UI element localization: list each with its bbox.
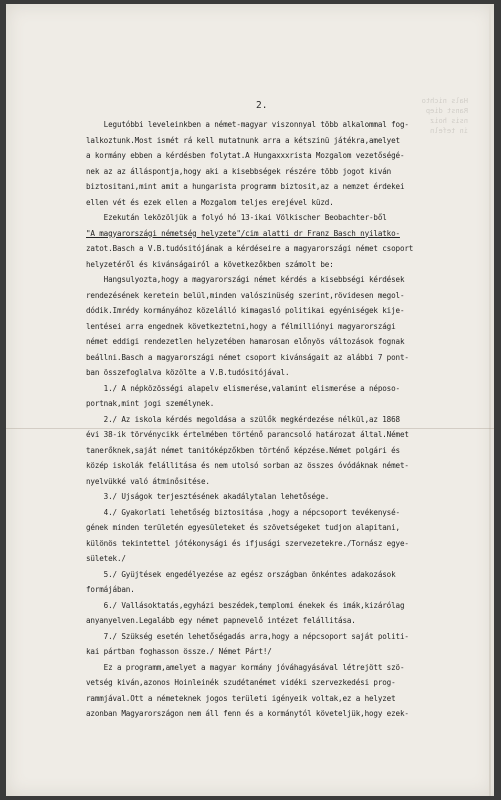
- text-line: sületek./: [86, 554, 126, 563]
- text-line: 1./ A népközösségi alapelv elismerése,valamint elismerése a néposo-: [86, 383, 400, 393]
- text-line: nyelvükké való átminősitése.: [86, 476, 210, 486]
- text-line: rendezésének keretein belül,minden valószinüség szerint,rövidesen megol-: [86, 290, 405, 300]
- text-line: Ezekután leközöljük a folyó hó 13-ikai Völkischer Beobachter-ből: [86, 213, 387, 222]
- text-line: Legutóbbi leveleinkben a német-magyar viszonnyal több alkalommal fog-: [86, 120, 409, 129]
- text-line: beállni.Basch a magyarországi német csoport kivánságait az alábbi 7 pont-: [86, 352, 409, 362]
- text-line: német eddigi rendezetlen helyzetében hamarosan előnyös változások fognak: [86, 337, 405, 346]
- text-line: nek az az álláspontja,hogy aki a kisebbségek részére több jogot kiván: [86, 166, 392, 176]
- document-body: [86, 117, 478, 722]
- text-line: zatot.Basch a V.B.tudósitójának a kérdéseire a magyarországi német csoport: [86, 244, 414, 253]
- text-line: 5./ Gyüjtések engedélyezése az egész országban önkéntes adakozások: [86, 569, 396, 579]
- text-line: ban összefoglalva közölte a V.B.tudósitójával.: [86, 368, 290, 377]
- text-line: 3./ Ujságok terjesztésének akadálytalan lehetősége.: [86, 492, 330, 501]
- text-line: anyanyelven.Legalább egy német papnevelő intézet felállitása.: [86, 616, 356, 625]
- text-line: ellen vét és ezek ellen a Mozgalom teljes erejével küzd.: [86, 197, 334, 207]
- text-line: formájában.: [86, 585, 135, 594]
- text-line: kai pártban foghasson össze./ Német Párt!/: [86, 647, 272, 656]
- text-line: közép iskolák felállitása és nem utolsó sorban az összes óvódáknak német-: [86, 461, 409, 470]
- text-line: dódik.Imrédy kormányához közelálló kimagasló politikai egyéniségek kije-: [86, 306, 405, 315]
- text-line: Hangsulyozta,hogy a magyarországi német kérdés a kisebbségi kérdések: [86, 275, 405, 284]
- text-line: vetség kiván,azonos Hoinleinék szudétanémet vidéki szervezkedési prog-: [86, 678, 396, 687]
- text-line: portnak,mint jogi személynek.: [86, 399, 215, 408]
- text-line: évi 38-ik törvénycikk értelmében történő parancsoló határozat által.Német: [86, 430, 409, 439]
- text-line: a kormány ebben a kérdésben folytat.A Hungaxxxrista Mozgalom vezetőségé-: [86, 151, 405, 160]
- text-line: helyzetéről és kivánságairól a következőkben számolt be:: [86, 259, 334, 269]
- text-line: 6./ Vallásoktatás,egyházi beszédek,templomi énekek és imák,kizárólag: [86, 600, 405, 610]
- text-line: "A magyarországi németség helyzete"/cim alatti dr Franz Basch nyilatko-: [86, 228, 400, 238]
- text-line: 4./ Gyakorlati lehetőség biztositása ,hogy a népcsoport tevékenysé-: [86, 507, 400, 517]
- bleed-through-text: Hals nichto Ranst diep nsis hoiz in tefeln: [421, 97, 468, 135]
- page-edge: [489, 4, 491, 796]
- document-page: [6, 4, 494, 796]
- page-number: 2.: [256, 100, 268, 111]
- text-line: 2./ Az iskola kérdés megoldása a szülők megkérdezése nélkül,az 1868: [86, 414, 400, 424]
- text-line: különös tekintettel jótékonysági és ifjusági szervezetekre./Tornász egye-: [86, 538, 409, 548]
- text-line: gének minden területén egyesületeket és szövetségeket tudjon alapitani,: [86, 523, 400, 532]
- text-line: rammjával.Ott a németeknek jogos területi igényeik voltak,ez a helyzet: [86, 693, 396, 703]
- text-line: Ez a programm,amelyet a magyar kormány jóváhagyásával létrejött szö-: [86, 662, 405, 672]
- text-line: lentései arra engednek következtetni,hogy a félmilliónyi magyarországi: [86, 321, 396, 331]
- text-line: azonban Magyarországon nem áll fenn és a kormánytól követeljük,hogy ezek-: [86, 709, 409, 718]
- text-line: 7./ Szükség esetén lehetőségadás arra,hogy a népcsoport saját politi-: [86, 631, 409, 641]
- text-line: lalkoztunk.Most ismét rá kell mutatnunk arra a kétszinü játékra,amelyet: [86, 135, 400, 145]
- text-line: biztositani,mint amit a hungarista programm biztosit,az a nemzet érdekei: [86, 182, 405, 191]
- text-line: tanerőknek,saját német tanitóképzőkben történő képzése.Német polgári és: [86, 445, 400, 455]
